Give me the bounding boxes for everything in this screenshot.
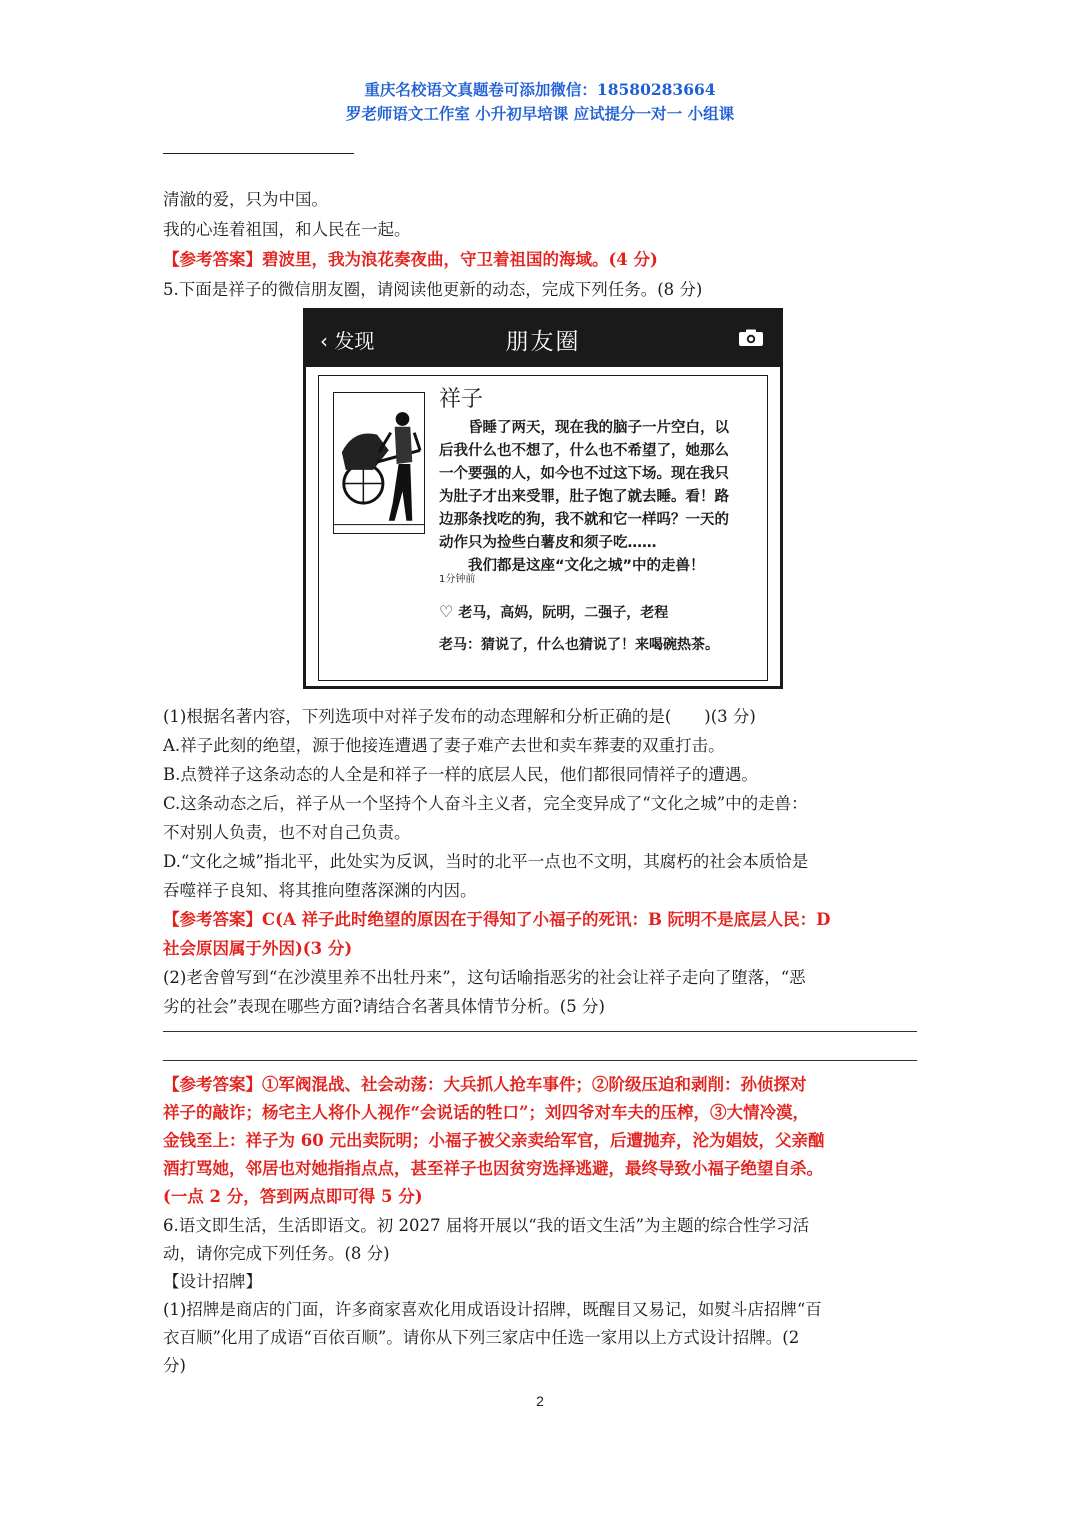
option-b: B.点赞祥子这条动态的人全是和祥子一样的底层人民，他们都很同情祥子的遭遇。 [163, 765, 758, 784]
answer-label: 【参考答案】 [163, 250, 262, 269]
page-number: 2 [536, 1393, 544, 1409]
q6-line: 分) [163, 1356, 186, 1375]
post-text-line: 昏睡了两天，现在我的脑子一片空白，以 [439, 420, 729, 436]
likes-names: 老马，高妈，阮明，二强子，老程 [458, 605, 669, 621]
q5-sub2-question-cont: 劣的社会”表现在哪些方面?请结合名著具体情节分析。(5 分) [163, 997, 605, 1016]
q5-title: 5.下面是祥子的微信朋友圈，请阅读他更新的动态，完成下列任务。(8 分) [163, 280, 703, 299]
avatar [333, 392, 425, 534]
q5-sub2-question: (2)老舍曾写到“在沙漠里养不出牡丹来”，这句话喻指恶劣的社会让祥子走向了堕落，“恶 [163, 968, 806, 987]
q6-section-heading: 【设计招牌】 [163, 1272, 262, 1291]
q5-sub2-answer-line: 酒打骂她，邻居也对她指指点点，甚至祥子也因贫穷选择逃避，最终导致小福子绝望自杀。 [163, 1159, 823, 1178]
moments-post-card [318, 375, 768, 681]
heart-icon[interactable]: ♡ [439, 602, 454, 621]
post-time: 1分钟前 [439, 574, 476, 585]
option-d-cont: 吞噬祥子良知、将其推向堕落深渊的内因。 [163, 881, 477, 900]
wechat-moments-image [303, 308, 783, 689]
moments-nav-bar [306, 311, 780, 367]
post-text-line: 为肚子才出来受罪，肚子饱了就去睡。看！路 [439, 489, 729, 505]
post-text-line: 我们都是这座“文化之城”中的走兽！ [439, 558, 705, 574]
option-d: D.“文化之城”指北平，此处实为反讽，当时的北平一点也不文明，其腐朽的社会本质恰是 [163, 852, 809, 871]
back-label: 发现 [334, 329, 375, 353]
post-text-line: 动作只为捡些白薯皮和须子吃…… [439, 535, 657, 551]
poem-line: 我的心连着祖国，和人民在一起。 [163, 220, 411, 239]
q6-line: 6.语文即生活，生活即语文。初 2027 届将开展以“我的语文生活”为主题的综合性学习活 [163, 1216, 810, 1235]
camera-icon[interactable] [738, 329, 764, 347]
q5-sub2-answer-text: ①军阀混战、社会动荡：大兵抓人抢车事件；②阶级压迫和剥削：孙侦探对 [262, 1075, 807, 1094]
back-button[interactable]: ‹ 发现 [320, 329, 375, 353]
q5-sub1-answer-cont: 社会原因属于外因)(3 分) [163, 939, 353, 958]
answer-label: 【参考答案】 [163, 910, 262, 929]
post-likes [439, 602, 668, 622]
answer-label: 【参考答案】 [163, 1075, 262, 1094]
answer-blank-line[interactable] [163, 1031, 917, 1032]
top-divider [163, 153, 354, 154]
post-text-line: 边那条找吃的狗，我不就和它一样吗？一天的 [439, 512, 729, 528]
moments-title: 朋友圈 [505, 329, 581, 355]
post-text-line: 后我什么也不想了，什么也不希望了，她那么 [439, 443, 729, 459]
poem-line: 清澈的爱，只为中国。 [163, 190, 328, 209]
option-a: A.祥子此刻的绝望，源于他接连遭遇了妻子难产去世和卖车葬妻的双重打击。 [163, 736, 725, 755]
post-user-name[interactable]: 祥子 [439, 387, 484, 412]
q5-sub2-answer-line: 金钱至上：祥子为 60 元出卖阮明；小福子被父亲卖给军官，后遭抛弃，沦为娼妓，父亲酗 [163, 1131, 825, 1150]
q5-sub2-answer-line: 祥子的敲诈；杨宅主人将仆人视作“会说话的牲口”；刘四爷对车夫的压榨，③大情冷漠， [163, 1103, 809, 1122]
q4-answer [163, 246, 658, 270]
q6-line: (1)招牌是商店的门面，许多商家喜欢化用成语设计招牌，既醒目又易记，如熨斗店招牌“百 [163, 1300, 822, 1319]
q5-sub1-answer [163, 906, 831, 930]
answer-blank-line[interactable] [163, 1060, 917, 1061]
option-c: C.这条动态之后，祥子从一个坚持个人奋斗主义者，完全变异成了“文化之城”中的走兽： [163, 794, 808, 813]
q6-line: 衣百顺”化用了成语“百依百顺”。请你从下列三家店中任选一家用以上方式设计招牌。(2 [163, 1328, 800, 1347]
q5-sub2-answer-line: (一点 2 分，答到两点即可得 5 分) [163, 1187, 423, 1206]
post-comment: 老马：猜说了，什么也猜说了！来喝碗热茶。 [439, 637, 719, 653]
q6-line: 动，请你完成下列任务。(8 分) [163, 1244, 390, 1263]
option-c-cont: 不对别人负责，也不对自己负责。 [163, 823, 411, 842]
header-studio-line: 罗老师语文工作室 小升初早培课 应试提分一对一 小组课 [345, 104, 735, 123]
q5-sub2-answer [163, 1071, 807, 1095]
q4-answer-text: 碧波里，我为浪花奏夜曲，守卫着祖国的海域。(4 分) [262, 250, 658, 269]
post-text-line: 一个要强的人，如今也不过这下场。现在我只 [439, 466, 729, 482]
header-contact-line: 重庆名校语文真题卷可添加微信：18580283664 [364, 80, 716, 99]
q5-sub1-answer-text: C(A 祥子此时绝望的原因在于得知了小福子的死讯：B 阮明不是底层人民：D [262, 910, 831, 929]
q5-sub1-question: (1)根据名著内容，下列选项中对祥子发布的动态理解和分析正确的是( )(3 分) [163, 707, 756, 726]
